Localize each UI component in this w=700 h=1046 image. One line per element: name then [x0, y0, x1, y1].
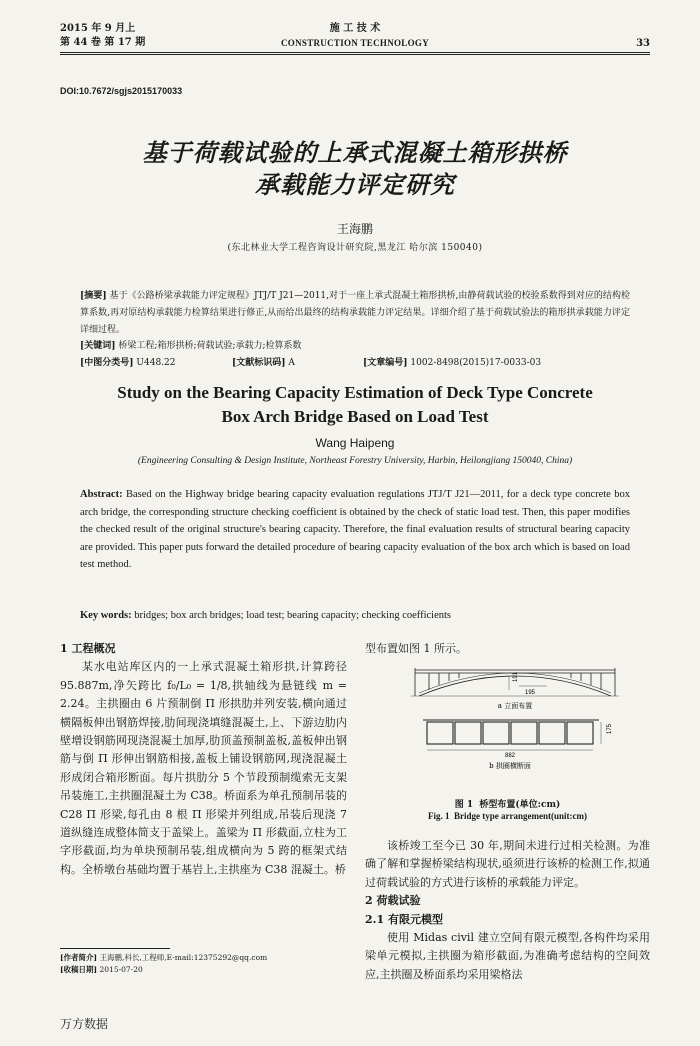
doi: DOI:10.7672/sgjs2015170033	[60, 86, 183, 96]
label-b: b 拱圈横断面	[489, 762, 531, 770]
title-cn-line1: 基于荷载试验的上承式混凝土箱形拱桥	[142, 138, 568, 167]
figure-caption-en: Fig. 1 Bridge type arrangement(unit:cm)	[428, 811, 587, 821]
abstract-en-label: Abstract:	[80, 489, 123, 500]
keywords-en-text: bridges; box arch bridges; load test; bearing capacity; checking coefficients	[134, 610, 451, 621]
watermark: 万方数据	[60, 1017, 109, 1031]
cross-section	[423, 720, 601, 750]
doc-code: [文献标识码] A	[232, 358, 295, 368]
journal-name-cn: 施 工 技 术	[329, 23, 381, 34]
header-journal	[60, 22, 650, 50]
header-rule-thin	[60, 54, 650, 55]
title-cn-line2: 承载能力评定研究	[255, 170, 455, 199]
affiliation-cn: (东北林业大学工程咨询设计研究院,黑龙江 哈尔滨 150040)	[227, 243, 483, 253]
abstract-en	[80, 486, 630, 574]
section-2-1-paragraph: 使用 Midas civil 建立空间有限元模型,各构件均采用梁单元模拟,主拱圈为箱形截面,为准确考虑结构的空间效应,主拱圈及桥面系均采用梁格法	[365, 931, 650, 981]
affiliation-en: (Engineering Consulting & Design Institute, Northeast Forestry University, Harbin, Heilongjiang 150040, China)	[137, 456, 573, 466]
section-2-1-heading: 2.1 有限元模型	[365, 912, 443, 926]
title-en-line2: Box Arch Bridge Based on Load Test	[221, 407, 489, 426]
body-left-column	[60, 640, 347, 879]
page-number: 33	[636, 38, 650, 49]
section-1-paragraph: 某水电站库区内的一上承式混凝土箱形拱,计算跨径 95.887m,净矢跨比 f₀/L₀ = 1/8,拱轴线为悬链线 m = 2.24。主拱圈由 6 片预制倒 Π 形拱肋并列安装,横向通过横隔板伸出钢筋焊接,肋间现浇填缝混凝土,上、下游边肋内壁增设钢筋网现浇混凝土加厚,肋顶盖预制盖板,盖板伸出钢筋与倒 Π 形伸出钢筋相接,盖板上铺设钢筋网,现浇混凝土形成闭合箱形断面。每片拱肋分 5 个节段预制缆索无支架吊装施工,主拱圈混凝土为 C38。桥面系为单孔预制吊装的 C28 Π 形梁,每孔由 8 根 Π 形梁并列组成,吊装后现浇 7 道纵缝连成整体简支于盖梁上。盖梁为 Π 形截面,立柱为工字形截面,均为单块预制吊装,组成横向为 5 跨的框架式结构。全桥墩台基础均置于基岩上,主拱座为 C38 混凝土。桥	[60, 660, 347, 876]
header-rule	[60, 52, 650, 53]
body-right-top: 型布置如图 1 所示。	[365, 642, 467, 655]
keywords-cn-label: [关键词]	[80, 341, 116, 351]
abstract-cn-label: [摘要]	[80, 291, 107, 301]
body-right-column	[365, 837, 650, 984]
header-date: 2015 年 9 月上	[60, 23, 136, 34]
title-en-line1: Study on the Bearing Capacity Estimation of Deck Type Concrete	[117, 383, 593, 402]
keywords-en-label: Key words:	[80, 610, 132, 621]
right-paragraph-1: 该桥竣工至今已 30 年,期间未进行过相关检测。为准确了解和掌握桥梁结构现状,亟须进行该桥的检测工作,拟通过荷载试验的方式进行该桥的承载能力评定。	[365, 839, 650, 889]
keywords-cn-text: 桥梁工程;箱形拱桥;荷载试验;承载力;检算系数	[118, 341, 302, 351]
clc-code: [中图分类号] U448.22	[80, 358, 176, 368]
footnote-rule	[60, 948, 170, 949]
author-bio: [作者简介] 王海鹏,科长,工程师,E-mail:12375292@qq.com	[60, 953, 268, 962]
abstract-cn-text: 基于《公路桥梁承载能力评定规程》JTJ/T J21—2011,对于一座上承式混凝土箱形拱桥,由静荷载试验的校验系数得到对应的结构检算系数,再对原结构承载能力检算结果进行修正,从而给出最终的结构承载能力评定结果。详细介绍了基于荷载试验法的箱形拱承载能力评定详细过程。	[80, 291, 630, 335]
footnote	[60, 952, 347, 976]
header-volume: 第 44 卷 第 17 期	[60, 37, 146, 48]
article-number: [文章编号] 1002-8498(2015)17-0033-03	[363, 358, 542, 368]
abstract-cn	[80, 288, 630, 339]
dim-right: 175	[607, 723, 613, 734]
received-date: [收稿日期] 2015-07-20	[60, 965, 143, 974]
label-a: a 立面布置	[497, 702, 533, 710]
keywords-en	[80, 608, 630, 624]
figure-caption-cn: 图 1 桥型布置(单位:cm)	[454, 800, 561, 810]
section-1-heading: 1 工程概况	[60, 642, 116, 655]
bridge-figure	[385, 664, 635, 784]
journal-name-en: CONSTRUCTION TECHNOLOGY	[280, 38, 429, 48]
abstract-en-text: Based on the Highway bridge bearing capacity evaluation regulations JTJ/T J21—2011, for a deck type concrete box arch bridge, the corresponding structure checking coefficient is obtained by the check of static load test. Then, this paper modifies the checked result of the original structure's bearing capacity. Therefore, the final evaluation results of structural bearing capacity are provided. This paper puts forward the detailed procedure of bearing capacity evaluation of the box arch which is based on load test method.	[80, 489, 631, 571]
author-cn: 王海鹏	[336, 222, 373, 236]
dim-top: 195	[525, 690, 536, 696]
dim-bottom: 882	[504, 753, 516, 759]
author-en: Wang Haipeng	[315, 436, 395, 450]
keywords-cn	[80, 339, 630, 353]
section-2-heading: 2 荷载试验	[365, 894, 421, 908]
dim-side: 191	[513, 671, 519, 682]
